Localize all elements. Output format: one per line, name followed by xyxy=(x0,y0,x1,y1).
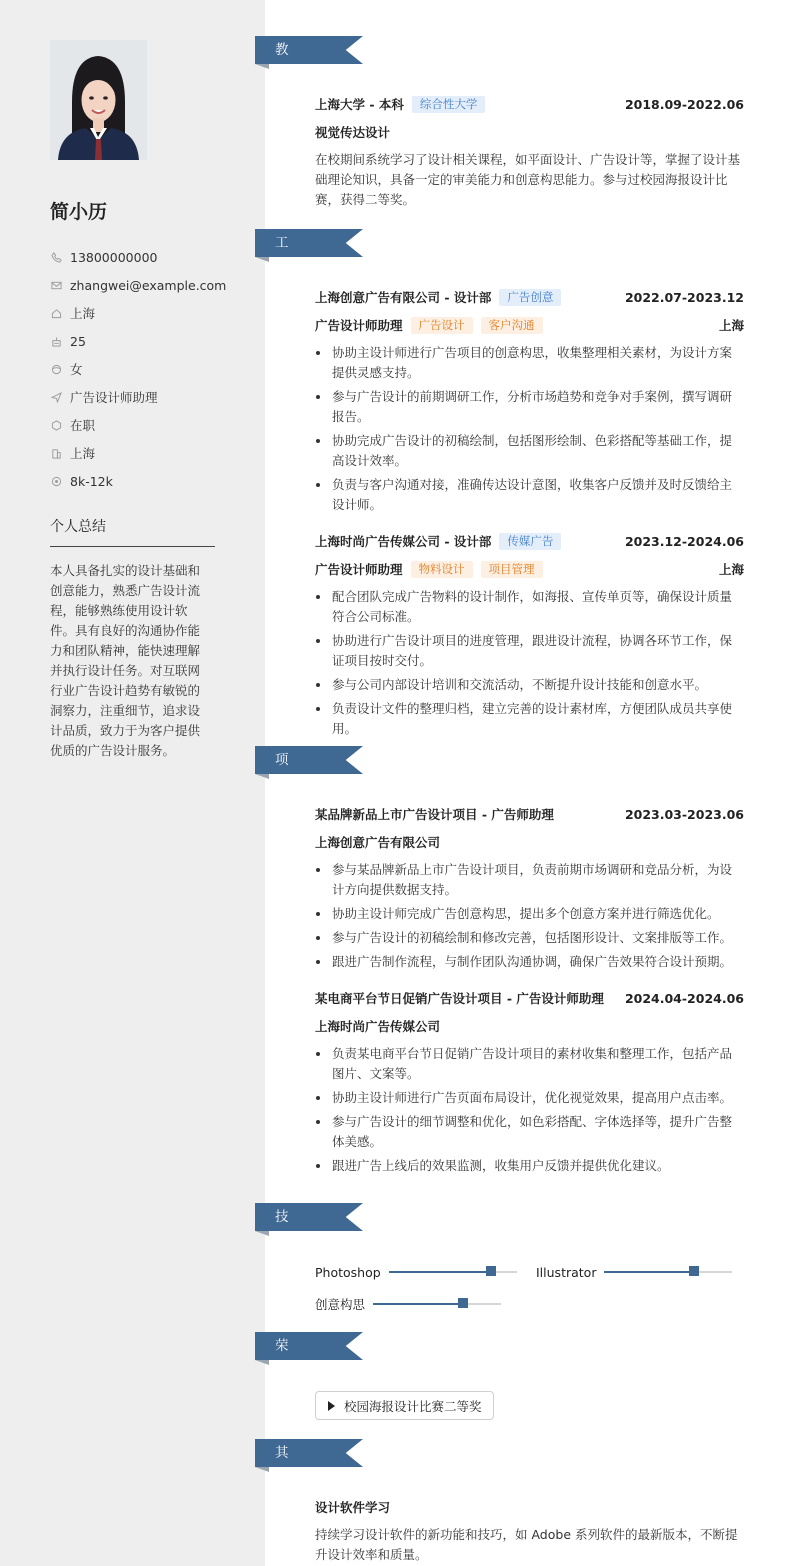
list-item: 跟进广告制作流程，与制作团队沟通协调，确保广告效果符合设计预期。 xyxy=(315,952,744,972)
summary-title: 个人总结 xyxy=(50,516,215,547)
job-role: 广告设计师助理 xyxy=(315,318,403,333)
portrait-image xyxy=(50,40,147,160)
major: 视觉传达设计 xyxy=(315,125,391,140)
email-icon xyxy=(50,279,62,291)
position-icon xyxy=(50,391,62,403)
skill-level-bar xyxy=(389,1271,517,1273)
list-item: 参与广告设计的初稿绘制和修改完善，包括图形设计、文案排版等工作。 xyxy=(315,928,744,948)
company-name: 上海创意广告有限公司 - 设计部 xyxy=(315,290,492,305)
list-item: 负责设计文件的整理归档，建立完善的设计素材库，方便团队成员共享使用。 xyxy=(315,699,744,739)
company-tag: 传媒广告 xyxy=(499,533,561,550)
list-item: 跟进广告上线后的效果监测，收集用户反馈并提供优化建议。 xyxy=(315,1156,744,1176)
main-content: 教育经历 上海大学 - 本科 综合性大学 2018.09-2022.06 视觉传达设计 在校期间系统学习了设计相关课程，如平面设计、广告设计等，掌握了设计基础理论知识，具备一定的审美能力和创意构思能力。参与过校园海报设计比赛，获得二等奖。 工作经历 上海创意广告有限公司 - 设计部 广告创意 2022.07-2023.12 广告设计师助理 广告设计 客户沟通 上海 协助主设计师进行广告项目的创意构思，收集整理相关素材，为设计方案提供灵感支持。 参与广告设计的前期调研工作，分析市场趋势和竞争对手案例，撰写调研报告。 协助完成广告设计的初稿绘制，包括图形绘制、色彩搭配等基础工作，提高设计效率。 负责与客户沟通对接，准确传达设计意图，收集客户反馈并及时反馈给主设计师。 上海时尚广告传媒公司 - 设计部 传媒广告 2023.12-2024.06 广告设计师助理 物料设计 项目管理 上海 配合团队完成广告物料的设计制作，如海报、宣传单页等，确保设计质量符合公司标准。 协助进行广告设计项目的进度管理，跟进设计流程，协调各环节工作，保证项目按时交付。 参与公司内部设计培训和交流活动，不断提升设计技能和创意水平。 负责设计文件的整理归档，建立完善的设计素材库，方便团队成员共享使用。 项目经历 某品牌新品上市广告设计项目 - 广告师助理 2023.03-2023.06 上海创意广告有限公司 参与某品牌新品上市广告设计项目，负责前期市场调研和竞品分析，为设计方向提供数据支持。 协助主设计师完成广告创意构思，提出多个创意方案并进行筛选优化。 参与广告设计的初稿绘制和修改完善，包括图形设计、文案排版等工作。 跟进广告制作流程，与制作团队沟通协调，确保广告效果符合设计预期。 某电商平台节日促销广告设计项目 - 广告设计师助理 2024.04-2024.06 上海时尚广告传媒公司 负责某电商平台节日促销广告设计项目的素材收集和整理工作，包括产品图片、文案等。 协助主设计师进行广告页面布局设计，优化视觉效果，提高用户点击率。 参与广告设计的细节调整和优化，如色彩搭配、字体选择等，提升广告整体美感。 跟进广告上线后的效果监测，收集用户反馈并提供优化建议。 技能专长 Photoshop Illustrator 创意构思 荣誉奖项 校园海报设计比赛二等奖 其他信息 设计软件学习 持续学习设计软件的新功能和技巧，如 Adobe 系列软件的最新版本，不断提升设计效率和质量。 xyxy=(265,0,794,1566)
age-icon xyxy=(50,335,62,347)
skill-name: 创意构思 xyxy=(315,1297,366,1312)
other-title: 设计软件学习 xyxy=(315,1500,391,1515)
work-city: 上海 xyxy=(718,562,744,577)
play-triangle-icon xyxy=(328,1401,335,1411)
list-item: 配合团队完成广告物料的设计制作，如海报、宣传单页等，确保设计质量符合公司标准。 xyxy=(315,587,744,627)
list-item: 协助完成广告设计的初稿绘制，包括图形绘制、色彩搭配等基础工作，提高设计效率。 xyxy=(315,431,744,471)
contact-info-list xyxy=(50,243,226,495)
project-date: 2024.04-2024.06 xyxy=(624,990,744,1006)
skill-item xyxy=(315,1294,501,1314)
list-item: 负责与客户沟通对接，准确传达设计意图，收集客户反馈并及时反馈给主设计师。 xyxy=(315,475,744,515)
other-desc: 持续学习设计软件的新功能和技巧，如 Adobe 系列软件的最新版本，不断提升设计效率和质量。 xyxy=(315,1527,738,1562)
skill-level-knob xyxy=(689,1266,699,1276)
company-name: 上海时尚广告传媒公司 - 设计部 xyxy=(315,534,492,549)
project-date: 2023.03-2023.06 xyxy=(624,806,744,822)
role-tag: 物料设计 xyxy=(411,561,473,578)
list-item: 参与广告设计的前期调研工作，分析市场趋势和竞争对手案例，撰写调研报告。 xyxy=(315,387,744,427)
candidate-name: 简小历 xyxy=(50,201,108,223)
project-entry xyxy=(315,988,744,1180)
education-desc: 在校期间系统学习了设计相关课程，如平面设计、广告设计等，掌握了设计基础理论知识，具备一定的审美能力和创意构思能力。参与过校园海报设计比赛，获得二等奖。 xyxy=(315,152,741,207)
project-title: 某电商平台节日促销广告设计项目 - 广告设计师助理 xyxy=(315,991,604,1006)
info-status: 在职 xyxy=(50,411,226,439)
project-duties xyxy=(315,860,744,972)
list-item: 负责某电商平台节日促销广告设计项目的素材收集和整理工作，包括产品图片、文案等。 xyxy=(315,1044,744,1084)
work-city: 上海 xyxy=(718,318,744,333)
work-date: 2022.07-2023.12 xyxy=(624,289,744,305)
city-icon xyxy=(50,447,62,459)
skill-name: Illustrator xyxy=(536,1264,597,1280)
school-tag: 综合性大学 xyxy=(412,96,486,113)
project-company: 上海创意广告有限公司 xyxy=(315,835,441,850)
project-company: 上海时尚广告传媒公司 xyxy=(315,1019,441,1034)
summary-text: 本人具备扎实的设计基础和创意能力，熟悉广告设计流程，能够熟练使用设计软件。具有良好的沟通协作能力和团队精神，能快速理解并执行设计任务。对互联网行业广告设计趋势有敏锐的洞察力，注重细节，追求设计品质，致力于为客户提供优质的广告设计服务。 xyxy=(50,563,201,758)
other-entry xyxy=(315,1497,744,1565)
phone-icon xyxy=(50,251,62,263)
status-icon xyxy=(50,419,62,431)
education-entry xyxy=(315,94,744,210)
list-item: 协助主设计师进行广告项目的创意构思，收集整理相关素材，为设计方案提供灵感支持。 xyxy=(315,343,744,383)
work-duties xyxy=(315,343,744,515)
list-item: 参与公司内部设计培训和交流活动，不断提升设计技能和创意水平。 xyxy=(315,675,744,695)
list-item: 协助主设计师完成广告创意构思，提出多个创意方案并进行筛选优化。 xyxy=(315,904,744,924)
info-gender: 女 xyxy=(50,355,226,383)
sidebar xyxy=(0,0,265,1566)
info-age: 25 xyxy=(50,327,226,355)
work-date: 2023.12-2024.06 xyxy=(624,533,744,549)
job-role: 广告设计师助理 xyxy=(315,562,403,577)
avatar xyxy=(50,40,147,160)
list-item: 协助主设计师进行广告页面布局设计，优化视觉效果，提高用户点击率。 xyxy=(315,1088,744,1108)
list-item: 协助进行广告设计项目的进度管理，跟进设计流程，协调各环节工作，保证项目按时交付。 xyxy=(315,631,744,671)
skill-level-bar xyxy=(604,1271,732,1273)
project-title: 某品牌新品上市广告设计项目 - 广告师助理 xyxy=(315,807,554,822)
info-phone: 13800000000 xyxy=(50,243,226,271)
honor-item: 校园海报设计比赛二等奖 xyxy=(315,1391,494,1420)
info-home: 上海 xyxy=(50,299,226,327)
salary-icon xyxy=(50,475,62,487)
info-city: 上海 xyxy=(50,439,226,467)
skill-level-bar xyxy=(373,1303,501,1305)
info-position: 广告设计师助理 xyxy=(50,383,226,411)
list-item: 参与某品牌新品上市广告设计项目，负责前期市场调研和竞品分析，为设计方向提供数据支持。 xyxy=(315,860,744,900)
skill-item xyxy=(315,1262,517,1282)
work-entry xyxy=(315,531,744,743)
education-date: 2018.09-2022.06 xyxy=(624,96,744,112)
work-entry xyxy=(315,287,744,519)
role-tag: 客户沟通 xyxy=(481,317,543,334)
skill-name: Photoshop xyxy=(315,1264,381,1280)
school-name: 上海大学 - 本科 xyxy=(315,97,404,112)
skill-level-knob xyxy=(458,1298,468,1308)
skill-level-knob xyxy=(486,1266,496,1276)
role-tag: 项目管理 xyxy=(481,561,543,578)
info-email: zhangwei@example.com xyxy=(50,271,226,299)
gender-icon xyxy=(50,363,62,375)
role-tag: 广告设计 xyxy=(411,317,473,334)
list-item: 参与广告设计的细节调整和优化，如色彩搭配、字体选择等，提升广告整体美感。 xyxy=(315,1112,744,1152)
work-duties xyxy=(315,587,744,739)
info-salary: 8k-12k xyxy=(50,467,226,495)
skill-item xyxy=(536,1262,732,1282)
company-tag: 广告创意 xyxy=(499,289,561,306)
home-icon xyxy=(50,307,62,319)
project-entry xyxy=(315,804,744,976)
project-duties xyxy=(315,1044,744,1176)
